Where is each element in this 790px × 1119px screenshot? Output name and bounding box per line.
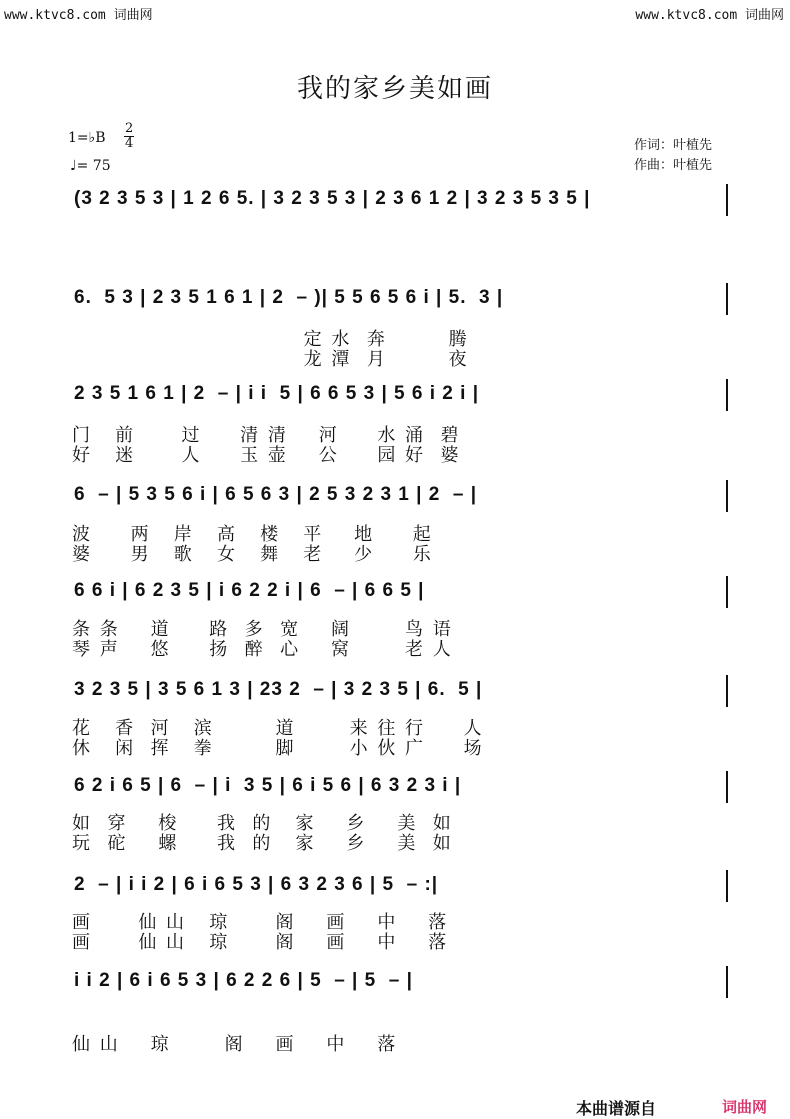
score-row — [0, 484, 790, 565]
credits — [634, 136, 712, 176]
notation-line: (3 2 3 5 3 | 1 2 6 5. | 3 2 3 5 3 | 2 3 6 1 2 | 3 2 3 5 3 5 | — [74, 188, 591, 209]
score-row — [0, 970, 790, 1055]
lyrics-verse-2: 琴 声 悠 扬 醉 心 窝 老 人 — [72, 639, 453, 660]
lyrics-verse-1: 定 水 奔 腾 — [72, 329, 469, 350]
score-row — [0, 679, 790, 759]
notation-line: 2 3 5 1 6 1 | 2 – | i i 5 | 6 6 5 3 | 5 6 i 2 i | — [74, 383, 480, 404]
time-signature-bottom: 4 — [125, 136, 134, 151]
footer-source: 本曲谱源自 — [576, 1099, 657, 1118]
lyrics-verse-2: 玩 砣 螺 我 的 家 乡 美 如 — [72, 833, 453, 854]
lyrics-verse-1: 花 香 河 滨 道 来 往 行 人 — [72, 718, 484, 739]
notation-line: i i 2 | 6 i 6 5 3 | 6 2 2 6 | 5 – | 5 – | — [74, 970, 413, 991]
lyrics-verse-2: 画 仙 山 琼 阁 画 中 落 — [72, 932, 449, 953]
score-title: 我的家乡美如画 — [296, 74, 493, 104]
footer-site-logo: 词曲网 — [722, 1098, 768, 1116]
score-row — [0, 580, 790, 660]
notation-line: 6 2 i 6 5 | 6 – | i 3 5 | 6 i 5 6 | 6 3 2 3 i | — [74, 775, 462, 796]
barline — [726, 675, 728, 707]
lyrics-verse-1: 仙 山 琼 阁 画 中 落 — [72, 1034, 398, 1055]
lyrics-verse-1: 如 穿 梭 我 的 家 乡 美 如 — [72, 813, 453, 834]
barline — [726, 771, 728, 803]
notation-line: 6 – | 5 3 5 6 i | 6 5 6 3 | 2 5 3 2 3 1 | 2 – | — [74, 484, 478, 505]
notation-line: 3 2 3 5 | 3 5 6 1 3 | 23 2 – | 3 2 3 5 | 6. 5 | — [74, 679, 483, 700]
watermark-right: www.ktvc8.com 词曲网 — [635, 8, 784, 23]
notation-line: 6. 5 3 | 2 3 5 1 6 1 | 2 – )| 5 5 6 5 6 i | 5. 3 | — [74, 287, 504, 308]
score-row — [0, 383, 790, 466]
barline — [726, 966, 728, 998]
barline — [726, 283, 728, 315]
lyrics-verse-1: 门 前 过 清 清 河 水 涌 碧 — [72, 425, 461, 446]
lyrics-verse-2: 婆 男 歌 女 舞 老 少 乐 — [72, 544, 433, 565]
lyrics-verse-1: 画 仙 山 琼 阁 画 中 落 — [72, 912, 449, 933]
barline — [726, 184, 728, 216]
lyrics-verse-2: 休 闲 挥 拳 脚 小 伙 广 场 — [72, 738, 484, 759]
lyrics-verse-1: 条 条 道 路 多 宽 阔 鸟 语 — [72, 619, 453, 640]
composer-credit: 作曲：叶植先 — [634, 158, 713, 173]
notation-line: 6 6 i | 6 2 3 5 | i 6 2 2 i | 6 – | 6 6 5 | — [74, 580, 425, 601]
lyricist-credit: 作词：叶植先 — [634, 138, 713, 153]
time-signature — [124, 122, 134, 151]
score-row — [0, 775, 790, 854]
barline — [726, 576, 728, 608]
barline — [726, 480, 728, 512]
notation-line: 2 – | i i 2 | 6 i 6 5 3 | 6 3 2 3 6 | 5 – :| — [74, 874, 439, 895]
key-signature: 1=♭B — [68, 130, 106, 146]
barline — [726, 870, 728, 902]
watermark-left: www.ktvc8.com 词曲网 — [4, 8, 153, 23]
lyrics-verse-2: 龙 潭 月 夜 — [72, 349, 469, 370]
lyrics-verse-2: 好 迷 人 玉 壶 公 园 好 婆 — [72, 445, 461, 466]
time-signature-top: 2 — [125, 121, 134, 136]
score-row — [0, 287, 790, 370]
barline — [726, 379, 728, 411]
score-row — [0, 874, 790, 953]
lyrics-verse-1: 波 两 岸 高 楼 平 地 起 — [72, 524, 433, 545]
tempo-marking: ♩= 75 — [70, 158, 111, 174]
score-row — [0, 188, 790, 214]
